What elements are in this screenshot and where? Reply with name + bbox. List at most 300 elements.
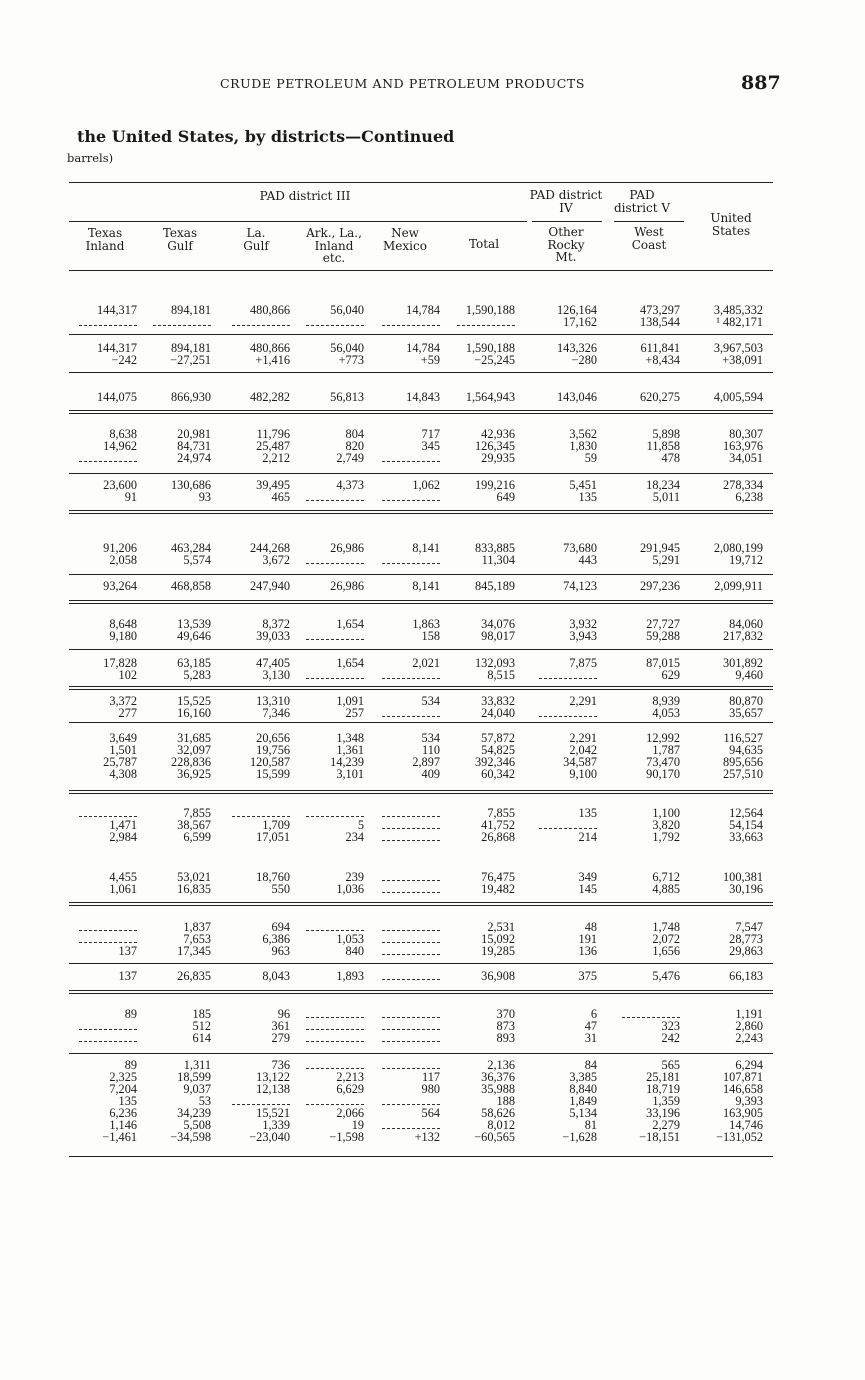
table-cell: 840 <box>345 944 364 958</box>
table-cell: 1,339 <box>262 1118 290 1132</box>
table-cell: 9,037 <box>183 1082 211 1096</box>
table-cell: 49,646 <box>177 629 211 643</box>
table-cell: 18,760 <box>256 870 290 884</box>
table-cell: 244,268 <box>250 541 290 555</box>
table-cell: 6,712 <box>652 870 680 884</box>
section-rule <box>69 793 773 794</box>
table-cell: 804 <box>345 427 364 441</box>
table-cell: 1,654 <box>336 656 364 670</box>
table-cell: 39,033 <box>256 629 290 643</box>
table-cell: 323 <box>661 1019 680 1033</box>
table-cell: 8,141 <box>412 541 440 555</box>
table-cell: 512 <box>192 1019 211 1033</box>
column-header: United States <box>710 211 752 238</box>
table-cell: +132 <box>414 1130 440 1144</box>
table-cell: 110 <box>422 743 440 757</box>
table-cell: 297,236 <box>640 579 680 593</box>
table-cell: 60,342 <box>481 767 515 781</box>
table-cell: 12,564 <box>729 806 763 820</box>
table-cell: 33,663 <box>729 830 763 844</box>
table-cell: 15,092 <box>481 932 515 946</box>
section-rule <box>69 1053 773 1054</box>
table-cell: 15,599 <box>256 767 290 781</box>
table-cell: 1,348 <box>336 731 364 745</box>
table-cell: −131,052 <box>716 1130 763 1144</box>
table-cell: 26,868 <box>481 830 515 844</box>
table-cell: 1,061 <box>109 882 137 896</box>
table-cell: ¹ 482,171 <box>716 315 763 329</box>
table-cell: 13,310 <box>256 694 290 708</box>
table-cell: 257 <box>345 706 364 720</box>
table-cell: 2,749 <box>336 451 364 465</box>
table-cell: 820 <box>345 439 364 453</box>
table-cell: 482,282 <box>250 390 290 404</box>
table-cell: 1,656 <box>652 944 680 958</box>
table-cell: 1,062 <box>412 478 440 492</box>
table-cell: 873 <box>496 1019 515 1033</box>
table-cell: 17,051 <box>256 830 290 844</box>
table-cell: 3,672 <box>262 553 290 567</box>
table-cell: 33,832 <box>481 694 515 708</box>
table-cell: 73,680 <box>563 541 597 555</box>
table-cell: 188 <box>496 1094 515 1108</box>
table-cell: 534 <box>421 731 440 745</box>
table-cell: 736 <box>271 1058 290 1072</box>
table-cell: +773 <box>338 353 364 367</box>
column-header: Other Rocky Mt. <box>547 225 585 264</box>
table-cell: 3,385 <box>569 1070 597 1084</box>
table-cell: 14,843 <box>406 390 440 404</box>
table-cell: 7,653 <box>183 932 211 946</box>
group-rule-pad3 <box>69 221 527 222</box>
table-cell: 8,648 <box>109 617 137 631</box>
table-cell: 143,046 <box>557 390 597 404</box>
column-header: New Mexico <box>383 226 427 253</box>
table-cell: 74,123 <box>563 579 597 593</box>
table-cell: 13,539 <box>177 617 211 631</box>
table-cell: 81 <box>584 1118 597 1132</box>
table-cell: 6 <box>590 1007 597 1021</box>
table-cell: 36,925 <box>177 767 211 781</box>
table-cell: 34,076 <box>481 617 515 631</box>
column-header: Total <box>468 237 500 251</box>
group-rule-pad5 <box>614 221 684 222</box>
table-cell: 102 <box>118 668 137 682</box>
table-cell: 84,060 <box>729 617 763 631</box>
table-cell: 146,658 <box>723 1082 763 1096</box>
table-cell: 94,635 <box>729 743 763 757</box>
group-header-pad5: PAD district V <box>613 188 671 215</box>
table-cell: 1,837 <box>183 920 211 934</box>
table-cell: 1,748 <box>652 920 680 934</box>
column-header: Texas Gulf <box>162 226 198 253</box>
table-cell: 468,858 <box>171 579 211 593</box>
table-cell: −27,251 <box>170 353 211 367</box>
table-cell: 2,136 <box>487 1058 515 1072</box>
table-cell: 480,866 <box>250 303 290 317</box>
table-cell: 25,181 <box>646 1070 680 1084</box>
table-cell: 84,731 <box>177 439 211 453</box>
table-cell: 34,587 <box>563 755 597 769</box>
table-cell: 1,311 <box>183 1058 211 1072</box>
table-cell: −25,245 <box>474 353 515 367</box>
table-cell: 2,058 <box>109 553 137 567</box>
table-cell: 2,897 <box>412 755 440 769</box>
table-cell: 120,587 <box>250 755 290 769</box>
table-cell: 894,181 <box>171 341 211 355</box>
table-cell: 3,649 <box>109 731 137 745</box>
table-cell: 463,284 <box>171 541 211 555</box>
table-cell: 349 <box>578 870 597 884</box>
table-cell: 19,712 <box>729 553 763 567</box>
section-rule <box>69 990 773 991</box>
table-cell: 2,325 <box>109 1070 137 1084</box>
table-cell: 66,183 <box>729 969 763 983</box>
table-cell: 8,638 <box>109 427 137 441</box>
section-rule <box>69 513 773 514</box>
table-cell: 375 <box>578 969 597 983</box>
table-cell: 34,239 <box>177 1106 211 1120</box>
table-cell: 76,475 <box>481 870 515 884</box>
table-cell: 56,813 <box>330 390 364 404</box>
section-rule <box>69 372 773 373</box>
table-cell: 465 <box>271 490 290 504</box>
table-cell: 144,317 <box>97 303 137 317</box>
table-cell: 6,599 <box>183 830 211 844</box>
table-cell: 4,885 <box>652 882 680 896</box>
table-cell: 20,981 <box>177 427 211 441</box>
table-cell: 5,291 <box>652 553 680 567</box>
table-cell: 2,042 <box>569 743 597 757</box>
table-cell: 3,372 <box>109 694 137 708</box>
table-cell: 4,053 <box>652 706 680 720</box>
table-cell: 239 <box>345 870 364 884</box>
section-rule <box>69 649 773 650</box>
table-cell: 6,294 <box>735 1058 763 1072</box>
table-cell: 9,180 <box>109 629 137 643</box>
table-cell: 5,476 <box>652 969 680 983</box>
table-cell: 1,830 <box>569 439 597 453</box>
table-cell: 16,835 <box>177 882 211 896</box>
table-cell: 2,291 <box>569 731 597 745</box>
table-cell: 26,986 <box>330 579 364 593</box>
table-cell: 30,196 <box>729 882 763 896</box>
table-cell: 3,967,503 <box>713 341 763 355</box>
table-cell: 370 <box>496 1007 515 1021</box>
table-cell: 895,656 <box>723 755 763 769</box>
table-cell: 564 <box>421 1106 440 1120</box>
table-cell: 138,544 <box>640 315 680 329</box>
table-cell: 93,264 <box>103 579 137 593</box>
table-cell: 17,345 <box>177 944 211 958</box>
table-cell: 14,784 <box>406 341 440 355</box>
table-cell: 5,283 <box>183 668 211 682</box>
table-cell: 2,984 <box>109 830 137 844</box>
section-rule <box>69 603 773 604</box>
running-head: CRUDE PETROLEUM AND PETROLEUM PRODUCTS <box>220 76 586 91</box>
table-cell: 185 <box>192 1007 211 1021</box>
table-cell: +1,416 <box>255 353 290 367</box>
table-cell: 25,787 <box>103 755 137 769</box>
table-cell: 2,066 <box>336 1106 364 1120</box>
table-cell: 100,381 <box>723 870 763 884</box>
table-cell: 26,986 <box>330 541 364 555</box>
table-cell: 1,100 <box>652 806 680 820</box>
table-cell: 14,746 <box>729 1118 763 1132</box>
table-cell: 649 <box>496 490 515 504</box>
section-rule <box>69 686 773 687</box>
table-cell: 7,855 <box>183 806 211 820</box>
table-cell: 137 <box>118 969 137 983</box>
table-cell: 217,832 <box>723 629 763 643</box>
table-cell: 5 <box>357 818 364 832</box>
table-cell: 14,784 <box>406 303 440 317</box>
table-cell: +59 <box>420 353 440 367</box>
table-cell: 1,191 <box>735 1007 763 1021</box>
table-cell: 17,828 <box>103 656 137 670</box>
section-rule <box>69 334 773 335</box>
table-cell: 9,460 <box>735 668 763 682</box>
section-rule <box>69 600 773 601</box>
table-cell: 2,860 <box>735 1019 763 1033</box>
table-cell: 5,011 <box>652 490 680 504</box>
table-cell: 1,036 <box>336 882 364 896</box>
table-cell: 694 <box>271 920 290 934</box>
table-cell: 3,562 <box>569 427 597 441</box>
table-cell: 565 <box>661 1058 680 1072</box>
table-cell: 866,930 <box>171 390 211 404</box>
section-rule <box>69 510 773 511</box>
table-cell: 126,345 <box>475 439 515 453</box>
table-cell: 135 <box>578 490 597 504</box>
table-cell: 14,239 <box>330 755 364 769</box>
table-cell: 31,685 <box>177 731 211 745</box>
table-cell: 24,974 <box>177 451 211 465</box>
table-cell: 2,212 <box>262 451 290 465</box>
table-cell: 1,849 <box>569 1094 597 1108</box>
table-cell: 1,590,188 <box>465 341 515 355</box>
table-cell: 41,752 <box>481 818 515 832</box>
table-cell: 28,773 <box>729 932 763 946</box>
table-cell: 6,236 <box>109 1106 137 1120</box>
table-cell: 1,501 <box>109 743 137 757</box>
table-cell: 6,238 <box>735 490 763 504</box>
table-cell: 126,164 <box>557 303 597 317</box>
table-cell: 5,898 <box>652 427 680 441</box>
table-cell: 1,564,943 <box>465 390 515 404</box>
table-cell: 116,527 <box>723 731 763 745</box>
table-cell: 1,863 <box>412 617 440 631</box>
table-cell: 278,334 <box>723 478 763 492</box>
table-cell: −60,565 <box>474 1130 515 1144</box>
table-cell: 80,870 <box>729 694 763 708</box>
table-cell: 614 <box>192 1031 211 1045</box>
table-cell: 247,940 <box>250 579 290 593</box>
table-cell: 19,756 <box>256 743 290 757</box>
table-cell: 8,515 <box>487 668 515 682</box>
table-cell: 620,275 <box>640 390 680 404</box>
table-cell: 54,154 <box>729 818 763 832</box>
table-cell: 32,097 <box>177 743 211 757</box>
column-header: Texas Inland <box>85 226 125 253</box>
table-cell: 1,471 <box>109 818 137 832</box>
table-cell: 145 <box>578 882 597 896</box>
section-rule <box>69 574 773 575</box>
table-cell: 5,451 <box>569 478 597 492</box>
table-cell: 2,243 <box>735 1031 763 1045</box>
table-cell: 1,654 <box>336 617 364 631</box>
header-bottom-rule <box>69 270 773 271</box>
page-number: 887 <box>741 72 781 94</box>
table-cell: 2,213 <box>336 1070 364 1084</box>
table-cell: 96 <box>277 1007 290 1021</box>
table-cell: 9,100 <box>569 767 597 781</box>
table-cell: 1,792 <box>652 830 680 844</box>
table-cell: 54,825 <box>481 743 515 757</box>
table-cell: 6,629 <box>336 1082 364 1096</box>
table-cell: 93 <box>198 490 211 504</box>
table-cell: 361 <box>271 1019 290 1033</box>
table-cell: 87,015 <box>646 656 680 670</box>
table-cell: 3,101 <box>336 767 364 781</box>
table-cell: 6,386 <box>262 932 290 946</box>
table-cell: 1,893 <box>336 969 364 983</box>
table-cell: 7,875 <box>569 656 597 670</box>
column-header: La. Gulf <box>243 226 269 253</box>
table-cell: 534 <box>421 694 440 708</box>
table-cell: 63,185 <box>177 656 211 670</box>
table-cell: 144,317 <box>97 341 137 355</box>
table-title: the United States, by districts—Continued <box>77 127 455 146</box>
table-cell: 35,988 <box>481 1082 515 1096</box>
table-cell: 8,141 <box>412 579 440 593</box>
table-cell: −1,598 <box>329 1130 364 1144</box>
table-cell: 137 <box>118 944 137 958</box>
table-cell: 17,162 <box>563 315 597 329</box>
table-cell: 345 <box>421 439 440 453</box>
table-cell: 56,040 <box>330 303 364 317</box>
table-cell: −242 <box>111 353 137 367</box>
table-cell: 8,043 <box>262 969 290 983</box>
table-cell: 163,905 <box>723 1106 763 1120</box>
table-cell: 56,040 <box>330 341 364 355</box>
table-cell: 301,892 <box>723 656 763 670</box>
table-cell: 27,727 <box>646 617 680 631</box>
table-cell: 7,346 <box>262 706 290 720</box>
table-cell: 4,005,594 <box>713 390 763 404</box>
table-cell: 409 <box>421 767 440 781</box>
table-cell: 4,455 <box>109 870 137 884</box>
table-cell: 191 <box>578 932 597 946</box>
table-cell: 480,866 <box>250 341 290 355</box>
table-cell: +38,091 <box>722 353 763 367</box>
table-cell: 15,521 <box>256 1106 290 1120</box>
table-cell: 291,945 <box>640 541 680 555</box>
table-cell: 98,017 <box>481 629 515 643</box>
table-cell: −18,151 <box>639 1130 680 1144</box>
table-cell: 199,216 <box>475 478 515 492</box>
table-cell: 59,288 <box>646 629 680 643</box>
table-cell: 893 <box>496 1031 515 1045</box>
table-cell: 11,796 <box>256 427 290 441</box>
table-cell: −280 <box>571 353 597 367</box>
table-cell: 1,361 <box>336 743 364 757</box>
table-cell: 18,234 <box>646 478 680 492</box>
section-rule <box>69 689 773 690</box>
table-cell: 473,297 <box>640 303 680 317</box>
table-cell: 2,080,199 <box>713 541 763 555</box>
table-cell: 135 <box>578 806 597 820</box>
table-cell: 89 <box>124 1058 137 1072</box>
section-rule <box>69 790 773 791</box>
table-cell: 12,992 <box>646 731 680 745</box>
table-cell: 5,134 <box>569 1106 597 1120</box>
table-cell: 8,372 <box>262 617 290 631</box>
table-cell: 53,021 <box>177 870 211 884</box>
table-cell: 8,939 <box>652 694 680 708</box>
table-cell: 3,130 <box>262 668 290 682</box>
table-cell: 107,871 <box>723 1070 763 1084</box>
table-cell: 90,170 <box>646 767 680 781</box>
table-cell: 2,021 <box>412 656 440 670</box>
table-cell: 3,932 <box>569 617 597 631</box>
table-cell: 42,936 <box>481 427 515 441</box>
table-cell: 443 <box>578 553 597 567</box>
table-cell: 228,836 <box>171 755 211 769</box>
table-cell: 47 <box>584 1019 597 1033</box>
table-cell: 144,075 <box>97 390 137 404</box>
table-cell: 19,482 <box>481 882 515 896</box>
table-cell: 136 <box>578 944 597 958</box>
table-cell: 214 <box>578 830 597 844</box>
table-cell: 717 <box>421 427 440 441</box>
table-cell: 23,600 <box>103 478 137 492</box>
section-rule <box>69 905 773 906</box>
table-cell: −34,598 <box>170 1130 211 1144</box>
section-rule <box>69 902 773 903</box>
table-bottom-rule <box>69 1156 773 1157</box>
section-rule <box>69 722 773 723</box>
table-top-rule <box>69 182 773 183</box>
group-rule-pad4 <box>532 221 602 222</box>
table-cell: 7,855 <box>487 806 515 820</box>
table-cell: 1,146 <box>109 1118 137 1132</box>
table-cell: 1,053 <box>336 932 364 946</box>
table-cell: 277 <box>118 706 137 720</box>
table-cell: 84 <box>584 1058 597 1072</box>
table-cell: 58,626 <box>481 1106 515 1120</box>
table-cell: 279 <box>271 1031 290 1045</box>
table-cell: 257,510 <box>723 767 763 781</box>
table-cell: 11,304 <box>481 553 515 567</box>
table-cell: 3,485,332 <box>713 303 763 317</box>
group-header-pad3: PAD district III <box>259 189 351 203</box>
table-cell: 14,962 <box>103 439 137 453</box>
table-cell: 2,279 <box>652 1118 680 1132</box>
table-cell: 143,326 <box>557 341 597 355</box>
column-header: West Coast <box>631 225 667 252</box>
table-cell: 8,012 <box>487 1118 515 1132</box>
table-cell: 234 <box>345 830 364 844</box>
table-cell: 24,040 <box>481 706 515 720</box>
table-cell: 91 <box>124 490 137 504</box>
table-cell: 550 <box>271 882 290 896</box>
table-cell: 12,138 <box>256 1082 290 1096</box>
table-cell: 117 <box>422 1070 440 1084</box>
table-cell: 833,885 <box>475 541 515 555</box>
section-rule <box>69 410 773 411</box>
table-cell: 33,196 <box>646 1106 680 1120</box>
